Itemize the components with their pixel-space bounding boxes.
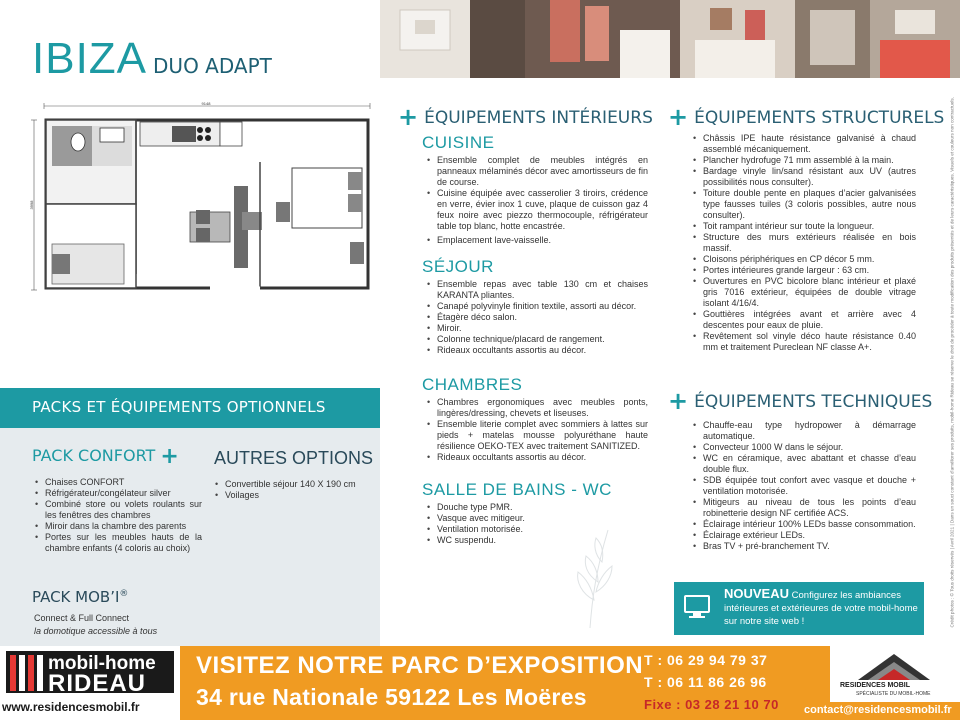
brand-tagline: SPÉCIALISTE DU MOBIL-HOME [856,691,931,697]
leaf-decoration [560,520,620,630]
list-item: • Miroir. [426,323,648,334]
list-item: • Cloisons périphériques en CP décor 5 mm. [692,254,916,265]
list-item: • Rideaux occultants assortis au décor. [426,345,648,356]
registered-mark: ® [119,589,129,599]
logo-line1: mobil-home [48,653,156,674]
interior-heading-text: ÉQUIPEMENTS INTÉRIEURS [424,108,653,128]
list-item: • Chauffe-eau type hydropower à démarrage automatique. [692,420,916,442]
house-icon [854,650,934,682]
nouveau-box[interactable] [674,582,924,635]
list-item: • Étagère déco salon. [426,312,648,323]
list-item: • Réfrigérateur/congélateur silver [34,488,202,499]
structural-heading [668,103,944,131]
plus-icon: + [160,444,179,469]
list-item: • Ouvertures en PVC bicolore blanc intérieur et plaxé gris 7016 extérieur, équipées de double vitrage isolant 4/16/4. [692,276,916,309]
list-item: • Éclairage intérieur 100% LEDs basse consommation. [692,519,916,530]
model-variant: DUO ADAPT [153,54,272,78]
list-item: • Combiné store ou volets roulants sur les fenêtres des chambres [34,499,202,521]
photo-strip [380,0,960,78]
list-item: • Cuisine équipée avec casserolier 3 tiroirs, crédence en verre, évier inox 1 cuve, plaque de cuisson gaz 4 feux noire avec piezzo thermocouple, réfrigérateur table top blanc, hotte encastrée. [426,188,648,232]
chambres-heading: CHAMBRES [422,375,523,394]
options-banner [0,388,380,428]
nouveau-body: Configurez les ambiances intérieures et extérieures de votre mobil-home sur notre site web ! [724,590,918,627]
list-item: • Mitigeurs au niveau de tous les points d’eau robinetterie design NF certifiée ACS. [692,497,916,519]
sejour-heading: SÉJOUR [422,257,494,276]
list-item: • Voilages [214,490,374,501]
website-link[interactable]: www.residencesmobil.fr [2,700,140,714]
list-item: • Douche type PMR. [426,502,648,513]
list-item: • Revêtement sol vinyle déco haute résistance 0.40 mm et traitement Pureclean NF classe A+. [692,331,916,353]
list-item: • Chaises CONFORT [34,477,202,488]
list-item: • Bras TV + pré-branchement TV. [692,541,916,552]
technical-list [692,420,916,552]
structural-heading-text: ÉQUIPEMENTS STRUCTURELS [694,108,945,128]
list-item: • Vasque avec mitigeur. [426,513,648,524]
list-item: • Ensemble complet de meubles intégrés en panneaux mélaminés décor avec amortisseurs de fin de course. [426,155,648,188]
logo-line2: RIDEAU [48,670,147,697]
pack-confort-heading [32,444,179,469]
model-name: IBIZA [32,34,148,83]
list-item: • Ensemble literie complet avec sommiers à lattes sur pieds + matelas mousse polyuréthane haute résilience OEKO-TEX avec traitement SANITIZED. [426,419,648,452]
list-item: • WC suspendu. [426,535,648,546]
list-item: • Ensemble repas avec table 130 cm et chaises KARANTA pliantes. [426,279,648,301]
sdb-heading: SALLE DE BAINS - WC [422,480,612,499]
list-item: • Convertible séjour 140 X 190 cm [214,479,374,490]
sejour-list [426,279,648,356]
plus-icon: + [668,387,689,415]
list-item: • Ventilation motorisée. [426,524,648,535]
computer-icon [682,592,712,622]
contact-email[interactable]: contact@residencesmobil.fr [804,704,952,716]
plus-icon: + [668,103,689,131]
legal-notice: Crédit photos : © Tous droits réservés | Avril 2021 | Dans un souci constant d’améliorer ses produits, mobil-home Rideau se réserve le droit de procéder à toute modification des produits présentés et de leurs caractéristiques. Visuels et couleurs non contractuels. [949,97,955,628]
list-item: • Rideaux occultants assortis au décor. [426,452,648,463]
list-item: • Toiture double pente en plaques d’acier galvanisées type fausses tuiles (3 coloris possibles, autre nous consulter). [692,188,916,221]
list-item: • Éclairage extérieur LEDs. [692,530,916,541]
plan-height-label: 3998 [29,200,34,210]
list-item: • Canapé polyvinyle finition textile, assorti au décor. [426,301,648,312]
technical-heading [668,387,932,415]
pack-mobi-title: PACK MOB’I [32,588,120,606]
options-banner-title: PACKS ET ÉQUIPEMENTS OPTIONNELS [32,398,326,416]
other-options-heading: AUTRES OPTIONS [214,448,374,468]
phone-2[interactable]: T : 06 11 86 26 96 [644,674,767,690]
list-item: • Gouttières intégrées avant et arrière avec 4 descentes pour eaux de pluie. [692,309,916,331]
list-item: • Structure des murs extérieurs réalisée en bois massif. [692,232,916,254]
pack-confort-list [34,477,202,554]
residences-mobil-logo [830,646,960,702]
list-item: • Portes sur les meubles hauts de la chambre enfants (4 coloris au choix) [34,532,202,554]
floor-plan [30,102,382,300]
visit-headline: VISITEZ NOTRE PARC D’EXPOSITION [196,652,644,679]
pack-mobi-line2: la domotique accessible à tous [34,626,158,636]
rideau-logo [0,646,180,720]
visit-address: 34 rue Nationale 59122 Les Moëres [196,684,587,710]
pack-mobi-heading [32,588,128,606]
phone-fixe[interactable]: Fixe : 03 28 21 10 70 [644,697,779,712]
list-item: • Châssis IPE haute résistance galvanisé à chaud assemblé mécaniquement. [692,133,916,155]
technical-heading-text: ÉQUIPEMENTS TECHNIQUES [694,392,933,412]
list-item: • Convecteur 1000 W dans le séjour. [692,442,916,453]
chambres-list [426,397,648,463]
list-item: • SDB équipée tout confort avec vasque et douche + ventilation motorisée. [692,475,916,497]
list-item: • Emplacement lave-vaisselle. [426,235,648,246]
brand-name: RESIDENCES MOBIL [840,682,911,689]
interior-heading [398,103,653,131]
pack-mobi-line1: Connect & Full Connect [34,613,130,623]
page-title [32,34,272,84]
rideau-logo-box [4,649,176,695]
cuisine-heading: CUISINE [422,133,495,152]
list-item: • Bardage vinyle lin/sand résistant aux UV (autres possibilités nous consulter). [692,166,916,188]
structural-list [692,133,916,353]
list-item: • Toit rampant intérieur sur toute la longueur. [692,221,916,232]
list-item: • Miroir dans la chambre des parents [34,521,202,532]
list-item: • WC en céramique, avec abattant et chasse d’eau double flux. [692,453,916,475]
nouveau-title: NOUVEAU [724,586,790,601]
other-options-list [214,479,374,501]
plan-width-label: 9148 [201,101,211,106]
pack-confort-title: PACK CONFORT [32,446,156,465]
list-item: • Chambres ergonomiques avec meubles ponts, lingères/dressing, chevets et liseuses. [426,397,648,419]
cuisine-list [426,155,648,246]
list-item: • Plancher hydrofuge 71 mm assemblé à la main. [692,155,916,166]
rideau-logo-mark [10,655,44,691]
plus-icon: + [398,103,419,131]
list-item: • Colonne technique/placard de rangement. [426,334,648,345]
list-item: • Portes intérieures grande largeur : 63 cm. [692,265,916,276]
phone-1[interactable]: T : 06 29 94 79 37 [644,652,768,668]
nouveau-text [724,587,920,628]
